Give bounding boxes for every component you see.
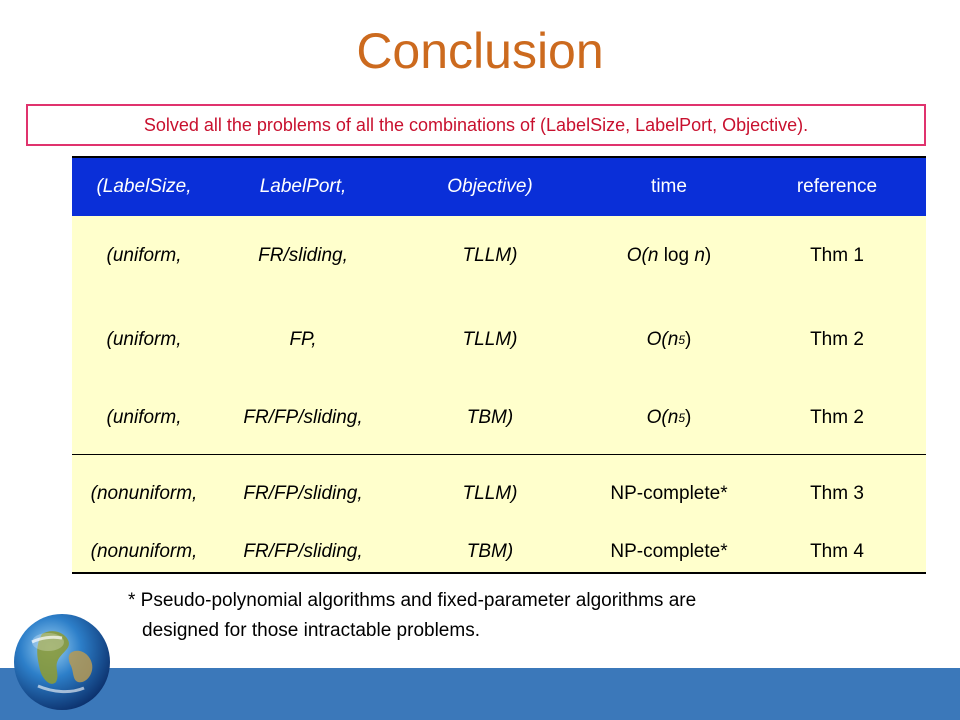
- time-prefix: O(: [626, 245, 648, 266]
- slide-title: Conclusion: [356, 23, 604, 79]
- table-row: [72, 398, 926, 438]
- table-divider: [72, 454, 926, 455]
- cell-reference: Thm 2: [810, 329, 864, 350]
- table-row: [72, 320, 926, 360]
- time-var: n: [647, 245, 659, 266]
- header-reference: reference: [796, 176, 878, 197]
- cell-reference: Thm 4: [810, 541, 864, 562]
- time-exponent: 5: [678, 411, 686, 425]
- header-time: time: [651, 176, 687, 197]
- table-row: [72, 532, 926, 572]
- cell-labelsize: (nonuniform,: [90, 483, 198, 504]
- cell-reference: Thm 3: [810, 483, 864, 504]
- cell-time: [590, 398, 748, 438]
- cell-objective: TLLM): [462, 329, 518, 350]
- time-var: n: [667, 407, 679, 428]
- footnote-line-1: * Pseudo-polynomial algorithms and fixed-parameter algorithms are: [128, 590, 697, 611]
- cell-labelsize: (uniform,: [106, 407, 182, 428]
- time-mid: log: [658, 245, 695, 266]
- footnote: [128, 586, 888, 646]
- results-table: [72, 156, 926, 574]
- cell-reference: Thm 1: [810, 245, 864, 266]
- table-row: [72, 236, 926, 276]
- time-var2: n: [694, 245, 705, 266]
- cell-time: NP-complete*: [610, 483, 728, 504]
- time-suffix: ): [704, 245, 712, 266]
- cell-labelport: FR/FP/sliding,: [243, 407, 363, 428]
- cell-time: [590, 236, 748, 276]
- cell-labelsize: (uniform,: [106, 245, 182, 266]
- summary-box: [26, 104, 926, 146]
- cell-reference: Thm 2: [810, 407, 864, 428]
- bottom-bar: [0, 668, 960, 720]
- cell-labelport: FR/FP/sliding,: [243, 541, 363, 562]
- cell-objective: TLLM): [462, 483, 518, 504]
- cell-labelsize: (uniform,: [106, 329, 182, 350]
- time-var: n: [667, 329, 679, 350]
- cell-objective: TLLM): [462, 245, 518, 266]
- table-row: [72, 474, 926, 514]
- time-prefix: O(: [646, 329, 668, 350]
- summary-text: Solved all the problems of all the combinations of (LabelSize, LabelPort, Objective).: [143, 114, 809, 135]
- cell-time: NP-complete*: [610, 541, 728, 562]
- time-suffix: ): [685, 329, 692, 350]
- cell-objective: TBM): [466, 407, 514, 428]
- header-labelsize: (LabelSize,: [96, 176, 192, 197]
- header-labelport: LabelPort,: [259, 176, 347, 197]
- cell-time: [590, 320, 748, 360]
- time-prefix: O(: [646, 407, 668, 428]
- cell-labelport: FR/FP/sliding,: [243, 483, 363, 504]
- cell-labelport: FP,: [289, 329, 317, 350]
- time-exponent: 5: [678, 333, 686, 347]
- time-suffix: ): [685, 407, 692, 428]
- footnote-line-2: designed for those intractable problems.: [142, 620, 480, 641]
- cell-labelsize: (nonuniform,: [90, 541, 198, 562]
- globe-icon: [12, 612, 112, 712]
- cell-labelport: FR/sliding,: [258, 245, 348, 266]
- header-objective: Objective): [447, 176, 533, 197]
- cell-objective: TBM): [466, 541, 514, 562]
- table-header: [72, 156, 926, 216]
